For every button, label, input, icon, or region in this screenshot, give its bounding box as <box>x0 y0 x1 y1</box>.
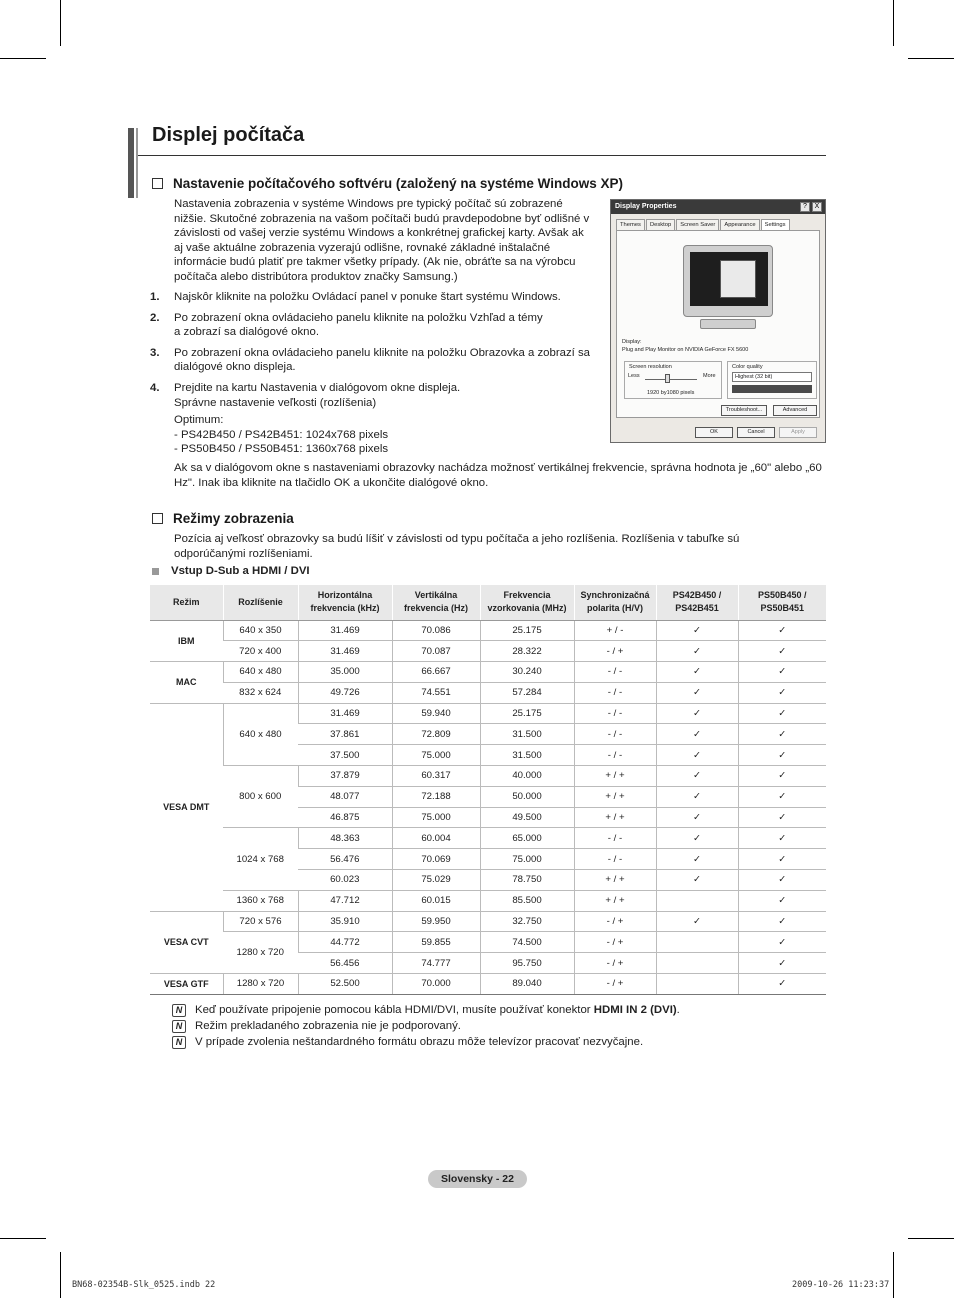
resolution-slider[interactable] <box>645 379 697 380</box>
resolution-value: 1920 by1080 pixels <box>647 390 695 396</box>
table-cell: 48.077 <box>298 786 392 807</box>
list-item <box>150 381 595 410</box>
table-cell: - / - <box>574 849 656 870</box>
table-cell: 44.772 <box>298 932 392 953</box>
table-cell: 65.000 <box>480 828 574 849</box>
list-item <box>150 346 595 375</box>
table-cell: 59.950 <box>392 911 480 932</box>
table-cell: 31.469 <box>298 703 392 724</box>
support-cell <box>656 974 738 995</box>
table-cell: + / + <box>574 766 656 787</box>
column-header: Režim <box>150 585 223 620</box>
note-item <box>172 1002 680 1018</box>
table-cell: 31.500 <box>480 745 574 766</box>
mode-cell: VESA CVT <box>150 911 223 973</box>
support-cell: ✓ <box>656 807 738 828</box>
notes-block <box>172 1002 680 1050</box>
note-text: Keď používate pripojenie pomocou kábla HDMI/DVI, musíte používať konektor HDMI IN 2 (DVI). <box>195 1004 680 1016</box>
tab-settings[interactable]: Settings <box>761 219 790 230</box>
less-label: Less <box>628 373 640 379</box>
step-number: 1. <box>150 291 160 303</box>
ok-button[interactable]: OK <box>695 427 733 438</box>
support-cell: ✓ <box>656 828 738 849</box>
table-row <box>150 932 826 953</box>
table-cell: 56.456 <box>298 953 392 974</box>
tab-appearance[interactable]: Appearance <box>720 219 759 230</box>
table-cell: 25.175 <box>480 703 574 724</box>
steps-list <box>150 290 595 416</box>
support-cell: ✓ <box>738 682 826 703</box>
table-cell: 74.551 <box>392 682 480 703</box>
support-cell: ✓ <box>656 682 738 703</box>
support-cell: ✓ <box>656 786 738 807</box>
display-label: Display: <box>622 339 642 345</box>
resolution-group-label: Screen resolution <box>629 364 672 370</box>
support-cell: ✓ <box>738 911 826 932</box>
mini-window-icon <box>720 260 756 298</box>
table-cell: 31.500 <box>480 724 574 745</box>
table-cell: 31.469 <box>298 620 392 641</box>
table-cell: 74.777 <box>392 953 480 974</box>
table-cell: 800 x 600 <box>223 766 298 828</box>
tab-screen-saver[interactable]: Screen Saver <box>676 219 719 230</box>
table-cell: + / + <box>574 890 656 911</box>
table-cell: 35.000 <box>298 662 392 683</box>
support-cell: ✓ <box>738 974 826 995</box>
table-row <box>150 828 826 849</box>
resolution-slider-handle[interactable] <box>665 374 670 383</box>
table-cell: - / + <box>574 974 656 995</box>
table-cell: + / + <box>574 786 656 807</box>
square-bullet-icon <box>152 568 159 575</box>
table-cell: + / + <box>574 807 656 828</box>
display-value: Plug and Play Monitor on NVIDIA GeForce FX 5600 <box>622 347 749 353</box>
support-cell: ✓ <box>656 620 738 641</box>
step-number: 3. <box>150 346 160 359</box>
table-cell: 640 x 480 <box>223 662 298 683</box>
table-row <box>150 703 826 724</box>
support-cell: ✓ <box>738 745 826 766</box>
list-item <box>150 290 595 305</box>
support-cell: ✓ <box>656 641 738 662</box>
table-cell: 1280 x 720 <box>223 974 298 995</box>
table-cell: 47.712 <box>298 890 392 911</box>
checkbox-bullet-icon <box>152 513 163 524</box>
step-number: 4. <box>150 381 160 394</box>
table-cell: 70.087 <box>392 641 480 662</box>
tab-desktop[interactable]: Desktop <box>646 219 675 230</box>
footer-file-info: BN68-02354B-Slk_0525.indb 22 <box>72 1280 216 1290</box>
cancel-button[interactable]: Cancel <box>737 427 775 438</box>
optimum-label: Optimum: <box>174 414 224 426</box>
more-label: More <box>703 373 716 379</box>
crop-mark <box>60 0 61 46</box>
table-cell: 72.809 <box>392 724 480 745</box>
step-text: Po zobrazení okna ovládacieho panelu kliknite na položku Vzhľad a témy a zobrazí sa dialógové okno. <box>174 311 543 339</box>
checkbox-bullet-icon <box>152 178 163 189</box>
support-cell: ✓ <box>738 870 826 891</box>
note-text: V prípade zvolenia neštandardného formátu obrazu môže televízor pracovať nezvyčajne. <box>195 1036 644 1048</box>
intro-paragraph: Nastavenia zobrazenia v systéme Windows pre typický počítač sú zobrazené nižšie. Skutočné zobrazenia na vašom počítači budú pravdepodobne byť odlišné v závislosti od vašej verzie systému Windows a konkrétnej grafickej karty. Avšak ak aj vaše aktuálne zobrazenia vyzerajú odlišne, rovnaké základné inštalačné informácie budú platiť pre takmer všetky prípady. (Ak nie, obráťte sa na výrobcu počítača alebo distribútora produktov značky Samsung.) <box>174 198 590 283</box>
apply-button[interactable]: Apply <box>779 427 817 438</box>
table-cell: - / + <box>574 911 656 932</box>
step-text: Po zobrazení okna ovládacieho panelu kliknite na položku Obrazovka a zobrazí sa dialógové okno displeja. <box>174 346 591 374</box>
support-cell: ✓ <box>656 745 738 766</box>
table-cell: 70.069 <box>392 849 480 870</box>
table-cell: 60.015 <box>392 890 480 911</box>
column-header: Rozlíšenie <box>223 585 298 620</box>
mode-cell: VESA GTF <box>150 974 223 995</box>
support-cell: ✓ <box>738 953 826 974</box>
section-heading-software <box>152 176 623 191</box>
column-header: Synchronizačná polarita (H/V) <box>574 585 656 620</box>
support-cell <box>656 890 738 911</box>
note-icon: N <box>172 1020 186 1033</box>
support-cell: ✓ <box>656 911 738 932</box>
table-cell: - / - <box>574 703 656 724</box>
table-cell: 37.861 <box>298 724 392 745</box>
table-cell: 56.476 <box>298 849 392 870</box>
column-header: Vertikálna frekvencia (Hz) <box>392 585 480 620</box>
title-accent-bar <box>128 128 134 198</box>
table-cell: - / - <box>574 682 656 703</box>
support-cell: ✓ <box>656 766 738 787</box>
section-heading-text: Režimy zobrazenia <box>173 511 294 526</box>
table-cell: 832 x 624 <box>223 682 298 703</box>
table-cell: 72.188 <box>392 786 480 807</box>
table-cell: 40.000 <box>480 766 574 787</box>
note-icon: N <box>172 1036 186 1049</box>
table-cell: - / - <box>574 724 656 745</box>
table-cell: 37.879 <box>298 766 392 787</box>
step-number: 2. <box>150 311 160 324</box>
table-cell: 78.750 <box>480 870 574 891</box>
table-cell: - / + <box>574 932 656 953</box>
page-title: Displej počítača <box>152 124 305 146</box>
support-cell: ✓ <box>738 641 826 662</box>
mode-cell: VESA DMT <box>150 703 223 911</box>
title-accent-bar-thin <box>136 128 138 198</box>
step-text: Prejdite na kartu Nastavenia v dialógovom okne displeja. Správne nastavenie veľkosti (rozlíšenia) <box>174 381 461 409</box>
table-cell: - / + <box>574 641 656 662</box>
table-cell: 37.500 <box>298 745 392 766</box>
table-cell: 70.086 <box>392 620 480 641</box>
support-cell: ✓ <box>738 849 826 870</box>
table-cell: 640 x 480 <box>223 703 298 765</box>
table-cell: 75.000 <box>392 745 480 766</box>
support-cell: ✓ <box>738 724 826 745</box>
support-cell <box>656 953 738 974</box>
color-group-label: Color quality <box>732 364 763 370</box>
settings-panel <box>616 230 820 418</box>
color-preview-bar <box>732 385 812 393</box>
table-cell: 49.500 <box>480 807 574 828</box>
crop-mark <box>893 0 894 46</box>
mode-cell: IBM <box>150 620 223 662</box>
dialog-tabs <box>616 219 791 230</box>
table-cell: 60.317 <box>392 766 480 787</box>
table-cell: - / + <box>574 953 656 974</box>
table-body <box>150 620 826 994</box>
title-divider <box>138 155 826 156</box>
monitor-icon <box>683 245 773 317</box>
list-item <box>150 311 580 340</box>
optimum-item: - PS50B450 / PS50B451: 1360x768 pixels <box>174 443 389 456</box>
monitor-screen <box>690 252 768 306</box>
table-cell: 46.875 <box>298 807 392 828</box>
table-row <box>150 974 826 995</box>
table-cell: 32.750 <box>480 911 574 932</box>
modes-paragraph: Pozícia aj veľkosť obrazovky sa budú líšiť v závislosti od typu počítača a jeho rozlíšenia. Rozlíšenia v tabuľke sú odporúčanými rozlíšeniami. <box>174 533 740 560</box>
table-cell: - / - <box>574 828 656 849</box>
table-header-row <box>150 585 826 620</box>
table-cell: + / + <box>574 870 656 891</box>
table-cell: 720 x 576 <box>223 911 298 932</box>
tab-themes[interactable]: Themes <box>616 219 645 230</box>
crop-mark <box>0 58 46 59</box>
table-cell: 30.240 <box>480 662 574 683</box>
page-number-badge: Slovensky - 22 <box>428 1170 527 1188</box>
support-cell: ✓ <box>738 828 826 849</box>
table-cell: 74.500 <box>480 932 574 953</box>
support-cell: ✓ <box>656 724 738 745</box>
table-cell: 57.284 <box>480 682 574 703</box>
crop-mark <box>908 1238 954 1239</box>
support-cell: ✓ <box>738 932 826 953</box>
table-cell: 59.940 <box>392 703 480 724</box>
table-cell: 75.000 <box>480 849 574 870</box>
color-quality-select[interactable]: Highest (32 bit) <box>732 372 812 382</box>
table-row <box>150 641 826 662</box>
support-cell <box>656 932 738 953</box>
table-cell: 1280 x 720 <box>223 932 298 974</box>
table-cell: 52.500 <box>298 974 392 995</box>
section-heading-modes <box>152 511 294 526</box>
table-cell: 70.000 <box>392 974 480 995</box>
column-header: PS50B450 / PS50B451 <box>738 585 826 620</box>
table-cell: 75.029 <box>392 870 480 891</box>
table-cell: 720 x 400 <box>223 641 298 662</box>
column-header: Horizontálna frekvencia (kHz) <box>298 585 392 620</box>
note-text: Režim prekladaného zobrazenia nie je podporovaný. <box>195 1020 461 1032</box>
support-cell: ✓ <box>738 703 826 724</box>
footer-timestamp: 2009-10-26 11:23:37 <box>792 1280 890 1290</box>
table-cell: 50.000 <box>480 786 574 807</box>
table-cell: 60.004 <box>392 828 480 849</box>
dialog-title: Display Properties <box>611 200 825 214</box>
table-cell: + / - <box>574 620 656 641</box>
note-item <box>172 1034 680 1050</box>
table-row <box>150 662 826 683</box>
crop-mark <box>60 1252 61 1298</box>
close-icon[interactable]: X <box>812 202 822 212</box>
resolution-group <box>624 361 722 399</box>
note-icon: N <box>172 1004 186 1017</box>
table-cell: 31.469 <box>298 641 392 662</box>
table-row <box>150 890 826 911</box>
table-cell: 85.500 <box>480 890 574 911</box>
help-icon[interactable]: ? <box>800 202 810 212</box>
table-cell: 640 x 350 <box>223 620 298 641</box>
support-cell: ✓ <box>738 766 826 787</box>
support-cell: ✓ <box>656 703 738 724</box>
support-cell: ✓ <box>738 890 826 911</box>
optimum-item: - PS42B450 / PS42B451: 1024x768 pixels <box>174 428 389 441</box>
table-cell: 75.000 <box>392 807 480 828</box>
step-text: Najskôr kliknite na položku Ovládací panel v ponuke štart systému Windows. <box>174 291 561 303</box>
table-row <box>150 766 826 787</box>
table-cell: 66.667 <box>392 662 480 683</box>
support-cell: ✓ <box>656 870 738 891</box>
table-cell: 48.363 <box>298 828 392 849</box>
crop-mark <box>893 1252 894 1298</box>
mode-cell: MAC <box>150 662 223 704</box>
table-cell: 1024 x 768 <box>223 828 298 890</box>
table-cell: 35.910 <box>298 911 392 932</box>
optimum-block <box>174 413 594 457</box>
color-quality-group <box>727 361 817 399</box>
table-cell: 59.855 <box>392 932 480 953</box>
table-cell: 28.322 <box>480 641 574 662</box>
table-row <box>150 682 826 703</box>
crop-mark <box>0 1238 46 1239</box>
table-subheading-text: Vstup D-Sub a HDMI / DVI <box>171 565 310 577</box>
table-cell: 89.040 <box>480 974 574 995</box>
crop-mark <box>908 58 954 59</box>
support-cell: ✓ <box>738 620 826 641</box>
support-cell: ✓ <box>656 849 738 870</box>
column-header: Frekvencia vzorkovania (MHz) <box>480 585 574 620</box>
troubleshoot-button[interactable]: Troubleshoot... <box>721 405 767 416</box>
table-cell: 25.175 <box>480 620 574 641</box>
display-modes-table <box>150 585 826 995</box>
advanced-button[interactable]: Advanced <box>773 405 817 416</box>
display-properties-dialog <box>610 199 826 443</box>
table-cell: 49.726 <box>298 682 392 703</box>
support-cell: ✓ <box>738 807 826 828</box>
table-cell: 95.750 <box>480 953 574 974</box>
section-heading-text: Nastavenie počítačového softvéru (založený na systéme Windows XP) <box>173 176 624 191</box>
table-cell: 60.023 <box>298 870 392 891</box>
frequency-note: Ak sa v dialógovom okne s nastaveniami obrazovky nachádza možnosť vertikálnej frekvencie, správna hodnota je „60" alebo „60 Hz". Inak iba kliknite na tlačidlo OK a ukončite dialógové okno. <box>174 462 822 489</box>
table-cell: - / - <box>574 662 656 683</box>
table-row <box>150 911 826 932</box>
table-subheading <box>152 565 310 577</box>
table-cell: - / - <box>574 745 656 766</box>
column-header: PS42B450 / PS42B451 <box>656 585 738 620</box>
table-cell: 1360 x 768 <box>223 890 298 911</box>
table-row <box>150 620 826 641</box>
note-item <box>172 1018 680 1034</box>
support-cell: ✓ <box>738 662 826 683</box>
support-cell: ✓ <box>738 786 826 807</box>
support-cell: ✓ <box>656 662 738 683</box>
monitor-stand-icon <box>700 319 756 329</box>
